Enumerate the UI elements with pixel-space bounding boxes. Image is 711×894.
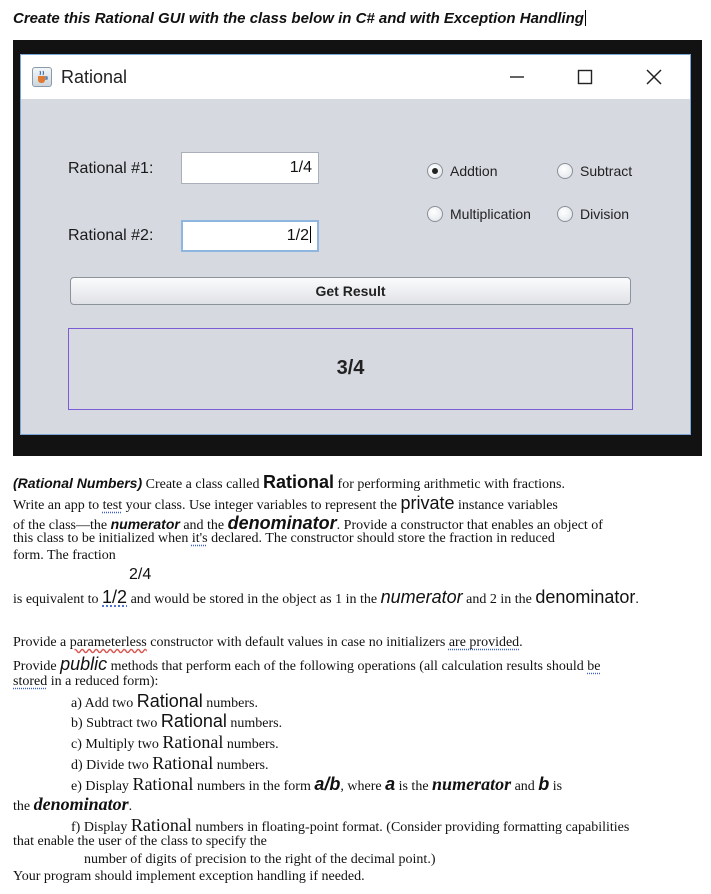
radio-unselected-icon bbox=[427, 206, 443, 222]
close-button[interactable] bbox=[624, 55, 684, 99]
text-caret bbox=[585, 10, 586, 26]
subtract-radio[interactable]: Subtract bbox=[557, 163, 632, 179]
assignment-heading: Create this Rational GUI with the class below in C# and with Exception Handling bbox=[13, 10, 584, 27]
item-d: d) Divide two Rational numbers. bbox=[71, 753, 269, 773]
text-line-9: Provide public methods that perform each of the following operations (all calculation results should be bbox=[13, 654, 601, 674]
text-line-5: form. The fraction bbox=[13, 548, 116, 563]
item-f-line-3: number of digits of precision to the right of the decimal point.) bbox=[84, 852, 436, 867]
maximize-button[interactable] bbox=[555, 55, 615, 99]
radio-selected-icon bbox=[427, 163, 443, 179]
item-f: f) Display Rational numbers in floating-point format. (Consider providing formatting capabilities bbox=[71, 815, 630, 835]
text-line-4: this class to be initialized when it's declared. The constructor should store the fraction in reduced bbox=[13, 531, 555, 546]
java-cup-icon bbox=[32, 67, 52, 87]
item-e: e) Display Rational numbers in the form a/b, where a is the numerator and b is bbox=[71, 774, 563, 794]
title-bar bbox=[21, 55, 690, 99]
rational-window bbox=[20, 54, 691, 435]
text-final-line: Your program should implement exception handling if needed. bbox=[13, 869, 365, 884]
minimize-button[interactable] bbox=[487, 55, 547, 99]
multiplication-radio[interactable]: Multiplication bbox=[427, 206, 531, 222]
maximize-icon bbox=[577, 69, 593, 85]
item-a: a) Add two Rational numbers. bbox=[71, 691, 258, 711]
result-display: 3/4 bbox=[68, 328, 633, 410]
get-result-button[interactable]: Get Result bbox=[70, 277, 631, 305]
radio-unselected-icon bbox=[557, 206, 573, 222]
text-line-10: stored in a reduced form): bbox=[13, 674, 159, 689]
division-radio[interactable]: Division bbox=[557, 206, 629, 222]
rational2-label: Rational #2: bbox=[68, 227, 154, 244]
addition-radio[interactable]: Addtion bbox=[427, 163, 497, 179]
rational1-label: Rational #1: bbox=[68, 160, 154, 177]
radio-unselected-icon bbox=[557, 163, 573, 179]
item-e-continued: the denominator. bbox=[13, 794, 133, 814]
item-f-line-2: that enable the user of the class to specify the bbox=[13, 834, 267, 849]
close-icon bbox=[646, 69, 662, 85]
text-line-1: (Rational Numbers) Create a class called Rational for performing arithmetic with fractions. bbox=[13, 472, 565, 492]
item-b: b) Subtract two Rational numbers. bbox=[71, 711, 283, 731]
input-caret bbox=[310, 226, 311, 243]
item-c: c) Multiply two Rational numbers. bbox=[71, 732, 279, 752]
rational2-input[interactable]: 1/2 bbox=[181, 220, 319, 252]
text-line-7: is equivalent to 1/2 and would be stored in the object as 1 in the numerator and 2 in the denominator. bbox=[13, 587, 639, 607]
rational1-input[interactable]: 1/4 bbox=[181, 152, 319, 184]
window-title: Rational bbox=[61, 67, 128, 87]
minimize-icon bbox=[509, 69, 525, 85]
text-line-8: Provide a parameterless constructor with default values in case no initializers are provided. bbox=[13, 635, 523, 650]
text-line-2: Write an app to test your class. Use integer variables to represent the private instance variables bbox=[13, 493, 558, 513]
fraction-2-4: 2/4 bbox=[129, 566, 152, 583]
text-line-3: of the class—the numerator and the denominator. Provide a constructor that enables an object of bbox=[13, 513, 603, 533]
